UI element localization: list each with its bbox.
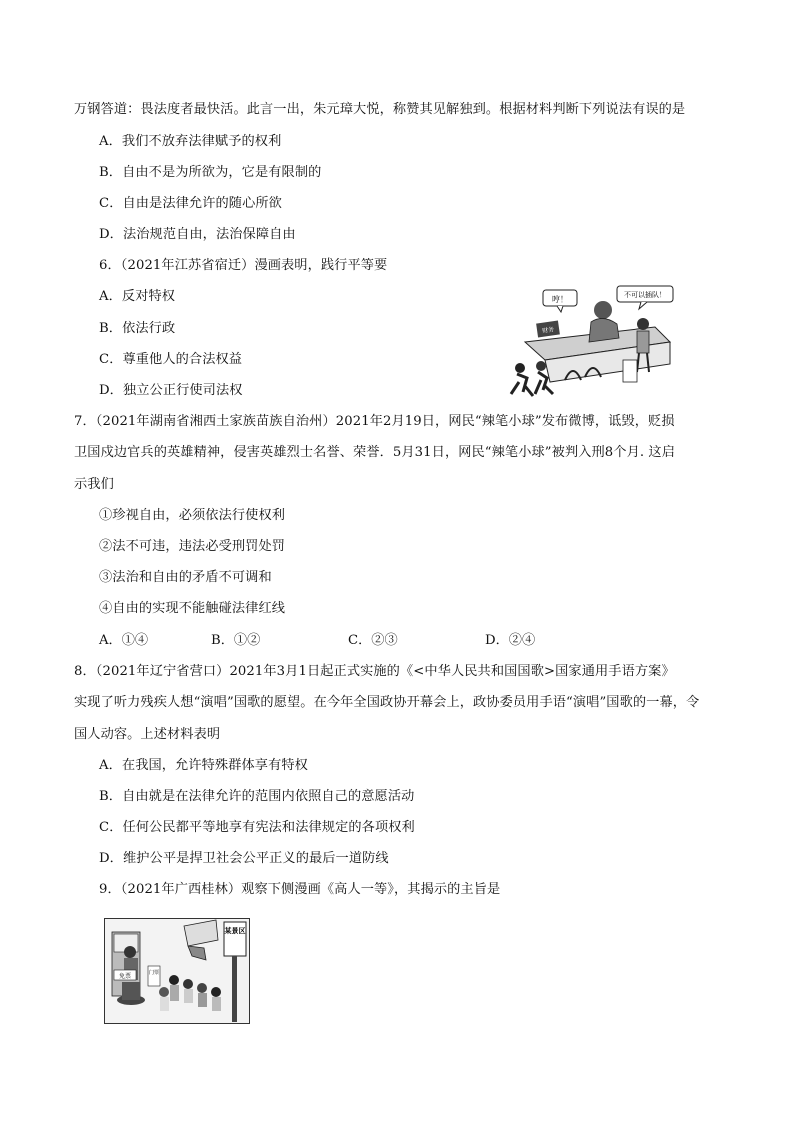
free-ticket-text: 免票 (118, 973, 132, 980)
question-7-stem-line-3: 示我们 (74, 477, 114, 492)
question-7-choice-d[interactable]: D．②④ (485, 633, 536, 648)
question-5-option-b[interactable]: B．自由不是为所欲为，它是有限制的 (99, 165, 322, 180)
question-7-statement-3: ③法治和自由的矛盾不可调和 (99, 570, 272, 585)
question-8-stem-line-2: 实现了听力残疾人想“演唱”国歌的愿望。在今年全国政协开幕会上，政协委员用手语“演唱”国歌的一幕，令 (74, 695, 700, 710)
question-8-stem-line-3: 国人动容。上述材料表明 (74, 727, 221, 742)
counter-sign: 财务 (541, 326, 555, 335)
question-7-choice-a[interactable]: A．①④ (99, 633, 149, 648)
question-8-option-c[interactable]: C．任何公民都平等地享有宪法和法律规定的各项权利 (99, 820, 415, 835)
question-7-statement-2: ②法不可违，违法必受刑罚处罚 (99, 539, 286, 554)
queue-jumping-cartoon (505, 282, 685, 406)
question-5-option-d[interactable]: D．法治规范自由，法治保障自由 (99, 227, 296, 242)
question-9-stem: 9．（2021年广西桂林）观察下侧漫画《高人一等》，其揭示的主旨是 (99, 882, 501, 897)
question-8-stem-line-1: 8．（2021年辽宁省营口）2021年3月1日起正式实施的《<中华人民共和国国歌>国家通用手语方案》 (74, 664, 675, 679)
question-8-option-d[interactable]: D．维护公平是捍卫社会公平正义的最后一道防线 (99, 851, 389, 866)
question-6-option-b[interactable]: B．依法行政 (99, 321, 176, 336)
bubble-left-text: 哼！ (552, 295, 568, 304)
question-5-option-a[interactable]: A．我们不放弃法律赋予的权利 (99, 134, 282, 149)
question-6-stem: 6．（2021年江苏省宿迁）漫画表明，践行平等要 (99, 258, 388, 273)
question-5-option-c[interactable]: C．自由是法律允许的随心所欲 (99, 196, 282, 211)
question-7-stem-line-2: 卫国戍边官兵的英雄精神，侵害英雄烈士名誉、荣誉．5月31日，网民“辣笔小球”被判入刑8个月. 这启 (74, 445, 676, 460)
question-7-choice-c[interactable]: C．②③ (348, 633, 398, 648)
question-7-statement-4: ④自由的实现不能触碰法律红线 (99, 601, 286, 616)
question-7-choices (99, 632, 599, 650)
question-5-stem-tail: 万钢答道：畏法度者最快活。此言一出，朱元璋大悦，称赞其见解独到。根据材料判断下列说法有误的是 (74, 102, 686, 117)
scenic-sign-text: 某景区 (224, 927, 246, 935)
question-8-option-b[interactable]: B．自由就是在法律允许的范围内依照自己的意愿活动 (99, 789, 415, 804)
question-6-option-c[interactable]: C．尊重他人的合法权益 (99, 352, 243, 367)
question-6-option-a[interactable]: A．反对特权 (99, 289, 176, 304)
question-7-statement-1: ①珍视自由，必须依法行使权利 (99, 508, 286, 523)
question-6-option-d[interactable]: D．独立公正行使司法权 (99, 383, 243, 398)
superior-person-cartoon (104, 918, 250, 1024)
bubble-right-text: 不可以插队！ (624, 291, 666, 299)
ticket-text: 门票 (148, 970, 160, 976)
question-7-stem-line-1: 7．（2021年湖南省湘西土家族苗族自治州）2021年2月19日，网民“辣笔小球”发布微博，诋毁，贬损 (74, 414, 675, 429)
question-8-option-a[interactable]: A．在我国，允许特殊群体享有特权 (99, 758, 308, 773)
question-7-choice-b[interactable]: B．①② (211, 633, 261, 648)
